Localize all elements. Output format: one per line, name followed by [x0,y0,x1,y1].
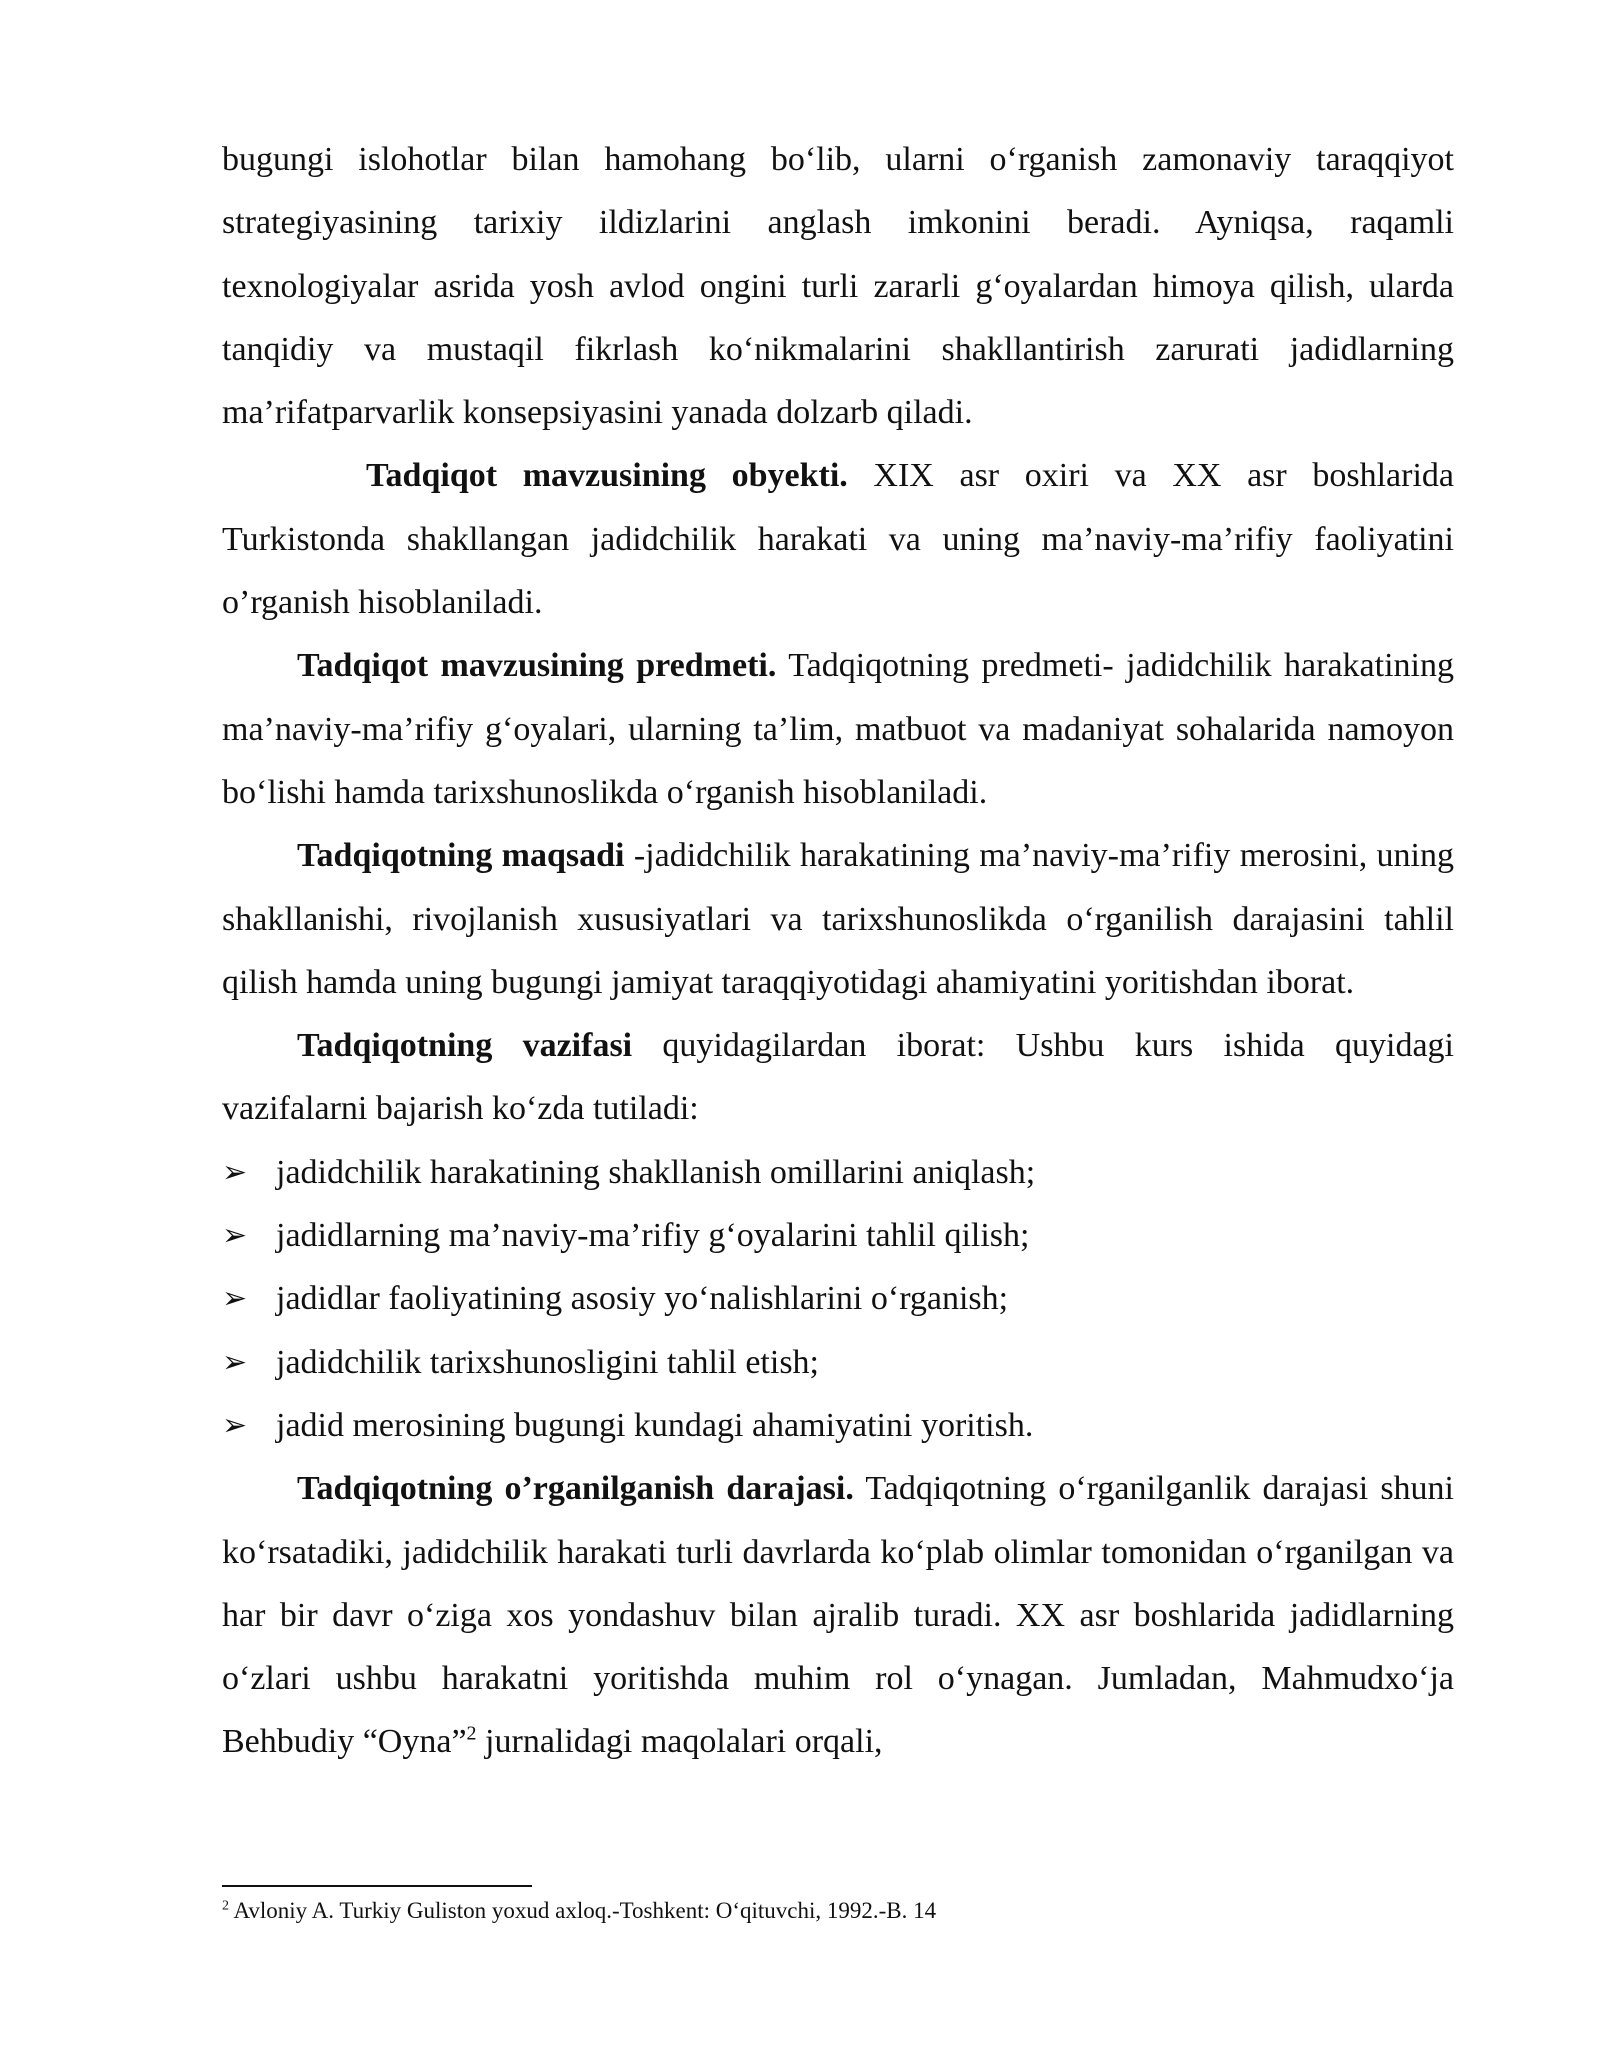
footnote-separator [222,1885,532,1887]
paragraph-object [222,444,1454,634]
arrow-bullet-icon: ➢ [222,1281,248,1317]
list-item-text: jadidchilik harakatining shakllanish omillarini aniqlash; [276,1153,1036,1191]
arrow-bullet-icon: ➢ [222,1154,248,1190]
heading-subject: Tadqiqot mavzusining predmeti. [297,647,777,685]
study-level-tail: jurnalidagi maqolalari orqali, [476,1723,883,1761]
footnote-number: 2 [222,1898,229,1914]
list-item [222,1331,1454,1394]
heading-goal: Tadqiqotning maqsadi [297,837,625,875]
task-list [222,1141,1454,1457]
paragraph-subject [222,634,1454,824]
object-text: XIX asr oxiri va XX asr boshlarida Turkistonda shakllangan jadidchilik harakati va uning ma’naviy-ma’rifiy faoliyatini o’rganish hisoblaniladi. [222,457,1455,622]
arrow-bullet-icon: ➢ [222,1344,248,1380]
list-item [222,1267,1454,1330]
paragraph-intro: bugungi islohotlar bilan hamohang bo‘lib, ularni o‘rganish zamonaviy taraqqiyot strategiyasining tarixiy ildizlarini anglash imkonini beradi. Ayniqsa, raqamli texnologiyalar asrida yosh avlod ongini turli zararli g‘oyalardan himoya qilish, ularda tanqidiy va mustaqil fikrlash ko‘nikmalarini shakllantirish zarurati jadidlarning ma’rifatparvarlik konsepsiyasini yanada dolzarb qiladi. [222,141,1454,432]
list-item-text: jadidchilik tarixshunosligini tahlil etish; [276,1343,820,1381]
list-item-text: jadidlarning ma’naviy-ma’rifiy g‘oyalarini tahlil qilish; [276,1217,1030,1255]
footnote [222,1896,1454,1926]
study-level-text: Tadqiqotning o‘rganilganlik darajasi shuni ko‘rsatadiki, jadidchilik harakati turli davrlarda ko‘plab olimlar tomonidan o‘rganilgan va har bir davr o‘ziga xos yondashuv bilan ajralib turadi. XX asr boshlarida jadidlarning o‘zlari ushbu harakatni yoritishda muhim rol o‘ynagan. Jumladan, Mahmudxo‘ja Behbudiy “Oyna” [222,1470,1455,1761]
body-text [222,128,1454,1774]
tasks-text: quyidagilardan iborat: Ushbu kurs ishida quyidagi vazifalarni bajarish ko‘zda tutiladi: [222,1027,1454,1128]
paragraph-tasks [222,1014,1454,1141]
heading-study-level: Tadqiqotning o’rganilganish darajasi. [297,1470,854,1508]
list-item-text: jadidlar faoliyatining asosiy yo‘nalishlarini o‘rganish; [276,1280,1009,1318]
arrow-bullet-icon: ➢ [222,1407,248,1443]
subject-text: Tadqiqotning predmeti- jadidchilik harakatining ma’naviy-ma’rifiy g‘oyalari, ularning ta’lim, matbuot va madaniyat sohalarida namoyon bo‘lishi hamda tarixshunoslikda o‘rganish hisoblaniladi. [222,647,1454,811]
list-item [222,1394,1454,1457]
list-item [222,1204,1454,1267]
footnote-text: Avloniy A. Turkiy Guliston yoxud axloq.-Toshkent: O‘qituvchi, 1992.-B. 14 [229,1898,937,1923]
list-item [222,1141,1454,1204]
footnote-reference[interactable]: 2 [466,1723,477,1746]
goal-text: -jadidchilik harakatining ma’naviy-ma’rifiy merosini, uning shakllanishi, rivojlanish xususiyatlari va tarixshunoslikda o‘rganilish darajasini tahlil qilish hamda uning bugungi jamiyat taraqqiyotidagi ahamiyatini yoritishdan iborat. [222,837,1454,1001]
paragraph-study-level [222,1457,1454,1773]
heading-object: Tadqiqot mavzusining obyekti. [366,457,848,495]
list-item-text: jadid merosining bugungi kundagi ahamiyatini yoritish. [276,1406,1034,1444]
heading-tasks: Tadqiqotning vazifasi [297,1027,633,1065]
arrow-bullet-icon: ➢ [222,1218,248,1254]
paragraph-goal [222,824,1454,1014]
